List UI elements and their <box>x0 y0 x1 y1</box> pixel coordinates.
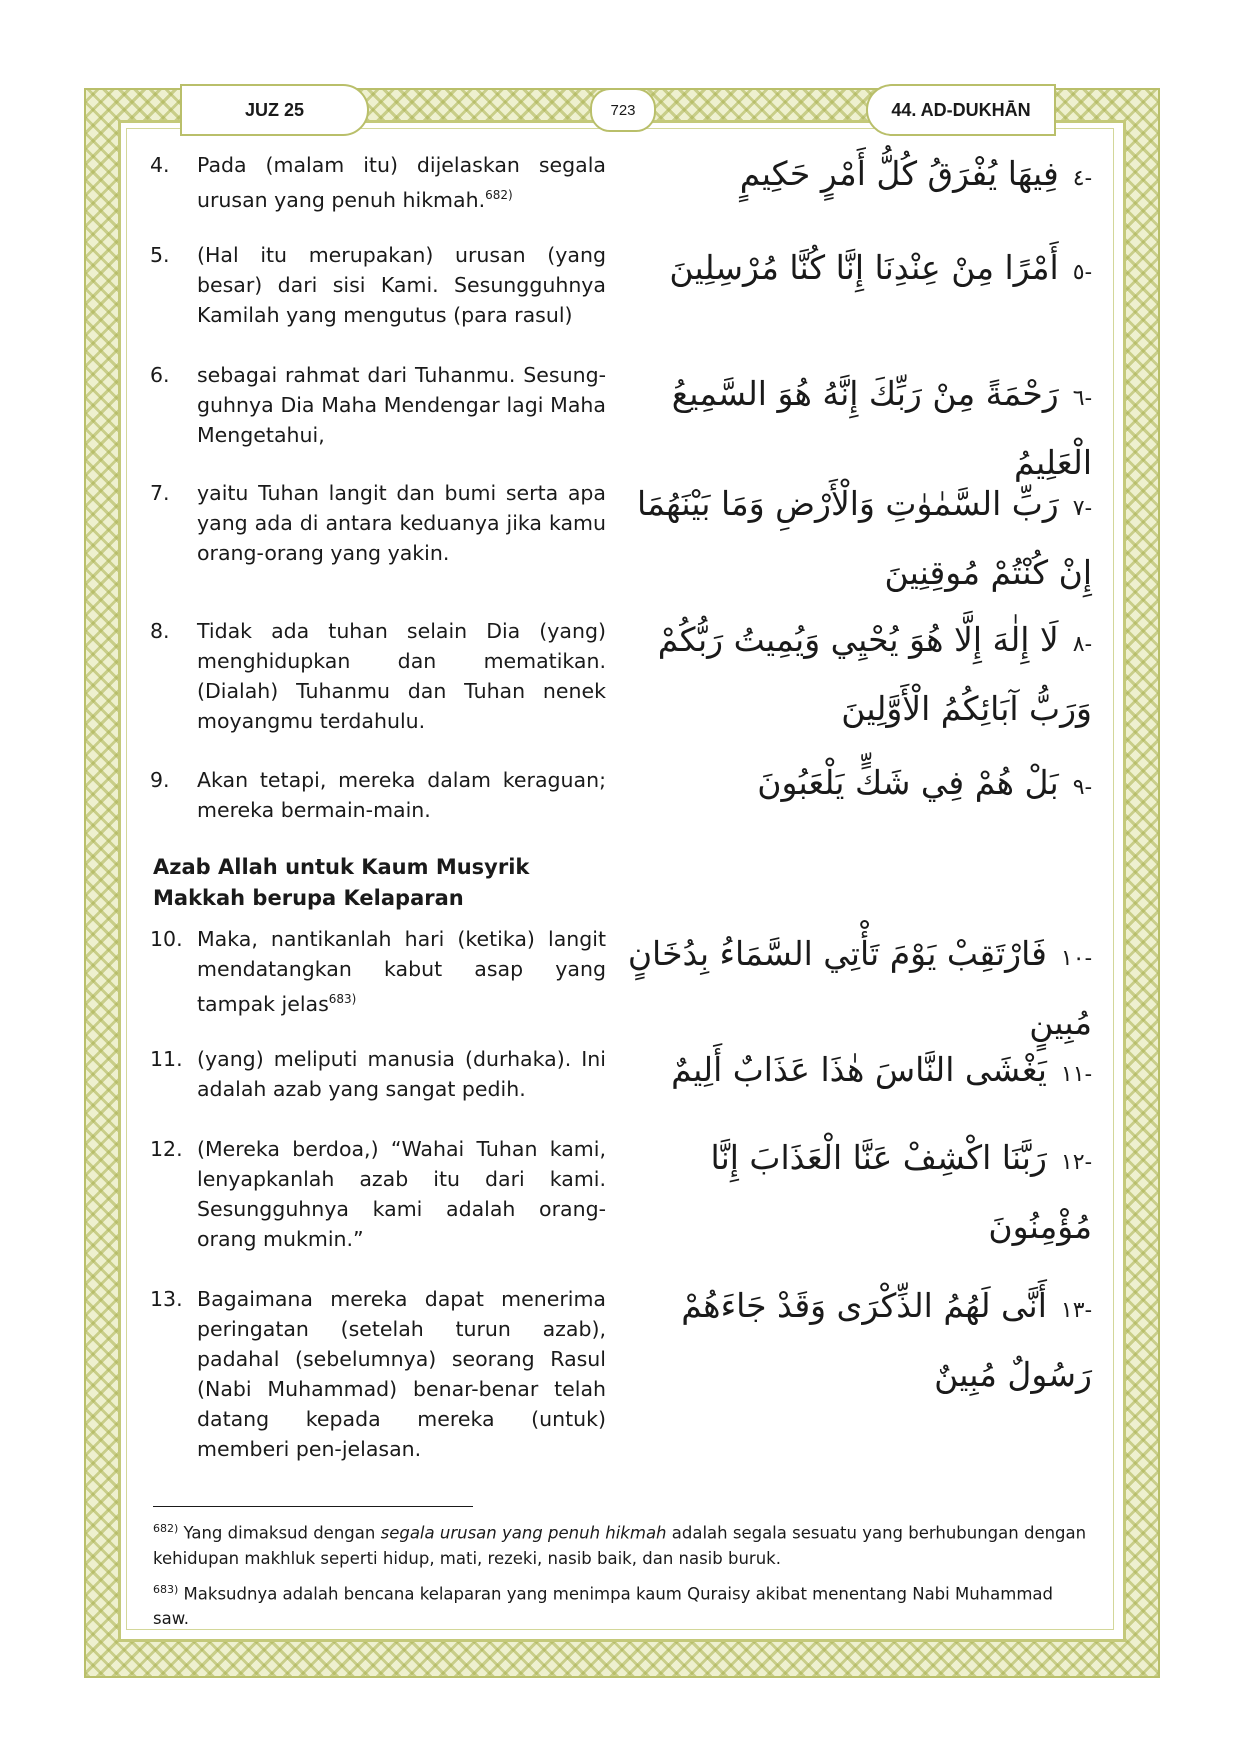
verse-arabic: -١٢رَبَّنَا اكْشِفْ عَنَّا الْعَذَابَ إِنَّا مُؤْمِنُونَ <box>710 1138 1092 1246</box>
verse-text: (Hal itu merupakan) urusan (yang besar) dari sisi Kami. Sesungguhnya Kamilah yang mengutus (para rasul) <box>197 243 606 327</box>
verse-number: 6. <box>150 363 170 387</box>
verse-text: Akan tetapi, mereka dalam keraguan; mereka bermain-main. <box>197 768 606 822</box>
verse-translation <box>150 1284 606 1464</box>
verse-translation <box>150 765 606 825</box>
verse-number: 9. <box>150 768 170 792</box>
verse-text: (yang) meliputi manusia (durhaka). Ini adalah azab yang sangat pedih. <box>197 1047 606 1101</box>
verse-text: Pada (malam itu) dijelaskan segala urusan yang penuh hikmah. <box>197 153 606 212</box>
verse-text: Maka, nantikanlah hari (ketika) langit mendatangkan kabut asap yang tampak jelas <box>197 927 606 1016</box>
verse-translation <box>150 150 606 215</box>
verse-arabic: -١١يَغْشَى النَّاسَ هٰذَا عَذَابٌ أَلِيمٌ <box>671 1050 1092 1089</box>
verse-translation <box>150 478 606 568</box>
section-heading: Azab Allah untuk Kaum Musyrik Makkah berupa Kelaparan <box>153 855 530 910</box>
verse-text: Tidak ada tuhan selain Dia (yang) menghidupkan dan mematikan. (Dialah) Tuhanmu dan Tuhan nenek moyangmu terdahulu. <box>197 619 606 733</box>
verse-translation <box>150 1134 606 1254</box>
footnote-682: $^{682)}$ Yang dimaksud dengan segala urusan yang penuh hikmah adalah segala sesuatu yang berhubungan dengan kehidupan makhluk seperti hidup, mati, rezeki, nasib baik, dan nasib buruk. <box>153 1522 1087 1568</box>
verse-number: 13. <box>150 1287 183 1311</box>
juz-label: JUZ 25 <box>180 84 369 136</box>
verse-arabic: -١٠فَارْتَقِبْ يَوْمَ تَأْتِي السَّمَاءُ بِدُخَانٍ مُبِينٍ <box>627 934 1092 1042</box>
verse-text: sebagai rahmat dari Tuhanmu. Sesung-guhnya Dia Maha Mendengar lagi Maha Mengetahui, <box>197 363 606 447</box>
verse-arabic: -٧رَبِّ السَّمٰوٰتِ وَالْأَرْضِ وَمَا بَيْنَهُمَا إِنْ كُنْتُمْ مُوقِنِينَ <box>637 484 1092 592</box>
verse-number: 4. <box>150 153 170 177</box>
verse-number: 12. <box>150 1137 183 1161</box>
verse-number: 11. <box>150 1047 183 1071</box>
verse-arabic: -١٣أَنَّى لَهُمُ الذِّكْرَى وَقَدْ جَاءَهُمْ رَسُولٌ مُبِينٌ <box>681 1286 1092 1394</box>
verse-arabic: -٨لَا إِلٰهَ إِلَّا هُوَ يُحْيِي وَيُمِيتُ رَبُّكُمْ وَرَبُّ آبَائِكُمُ الْأَوَّلِينَ <box>657 620 1092 728</box>
verse-number: 8. <box>150 619 170 643</box>
footnote-divider <box>153 1506 473 1507</box>
footnote-ref[interactable]: 682) <box>485 188 513 202</box>
verse-translation <box>150 616 606 736</box>
verse-arabic: -٥أَمْرًا مِنْ عِنْدِنَا إِنَّا كُنَّا مُرْسِلِينَ <box>669 248 1092 287</box>
verse-translation <box>150 1044 606 1104</box>
verse-translation <box>150 360 606 450</box>
footnotes <box>153 1516 1091 1637</box>
verse-translation <box>150 924 606 1019</box>
verse-number: 5. <box>150 243 170 267</box>
verse-arabic: -٦رَحْمَةً مِنْ رَبِّكَ إِنَّهُ هُوَ السَّمِيعُ الْعَلِيمُ <box>671 374 1092 482</box>
verse-number: 7. <box>150 481 170 505</box>
verse-translation <box>150 240 606 330</box>
surah-label: 44. AD-DUKHĀN <box>866 84 1056 136</box>
verse-number: 10. <box>150 927 183 951</box>
verse-text: (Mereka berdoa,) “Wahai Tuhan kami, lenyapkanlah azab itu dari kami. Sesungguhnya kami adalah orang-orang mukmin.” <box>197 1137 606 1251</box>
footnote-ref[interactable]: 683) <box>328 992 357 1006</box>
verse-text: Bagaimana mereka dapat menerima peringatan (setelah turun azab), padahal (sebelumnya) seorang Rasul (Nabi Muhammad) benar-benar telah datang kepada mereka (untuk) memberi pen-jelasan. <box>197 1287 606 1461</box>
verse-arabic: -٤فِيهَا يُفْرَقُ كُلُّ أَمْرٍ حَكِيمٍ <box>739 154 1092 193</box>
footnote-683: $^{683)}$ Maksudnya adalah bencana kelaparan yang menimpa kaum Quraisy akibat menentang Nabi Muhammad saw. <box>153 1582 1053 1628</box>
page-number: 723 <box>590 88 656 132</box>
verse-arabic: -٩بَلْ هُمْ فِي شَكٍّ يَلْعَبُونَ <box>757 763 1092 802</box>
verse-text: yaitu Tuhan langit dan bumi serta apa yang ada di antara keduanya jika kamu orang-orang yang yakin. <box>197 481 606 565</box>
